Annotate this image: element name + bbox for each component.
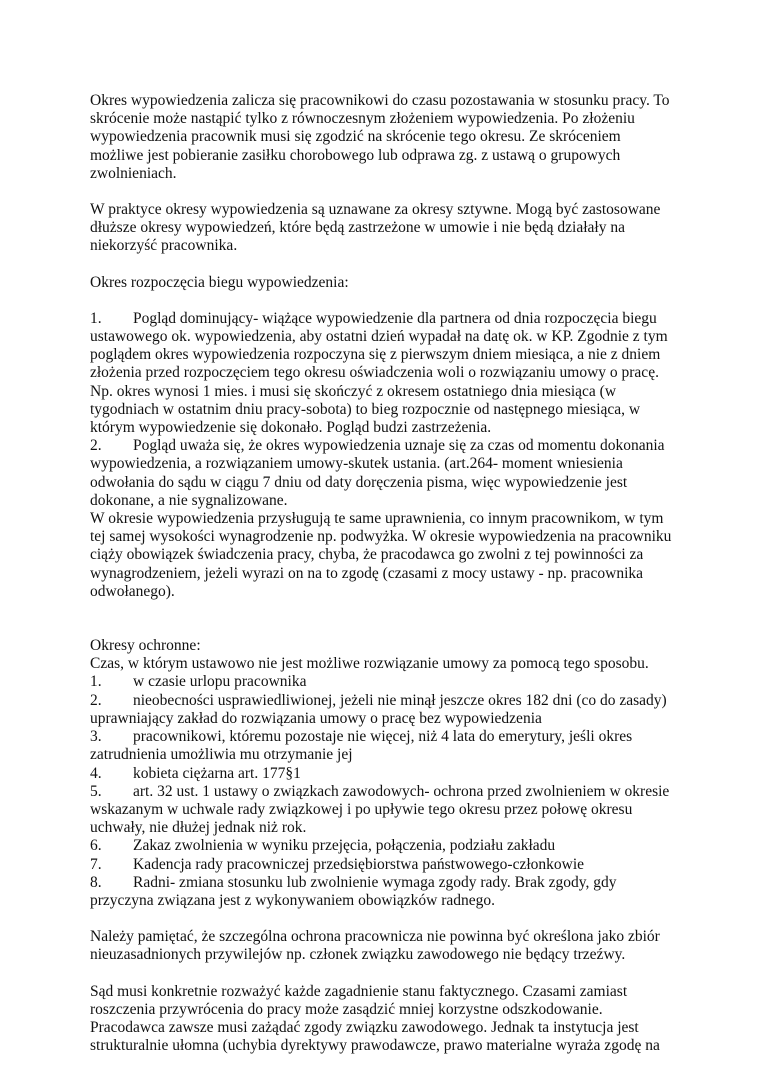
paragraph-notice-shortening — [90, 92, 680, 183]
blank-line — [90, 619, 680, 637]
list-number: 2. — [90, 437, 102, 455]
text-line: skrócenie może nastąpić tylko z równoczesnym złożeniem wypowiedzenia. Po złożeniu — [90, 110, 635, 128]
text-line: Należy pamiętać, że szczególna ochrona pracownicza nie powinna być określona jako zbiór — [90, 928, 660, 946]
list-item-text: Pogląd dominujący- wiążące wypowiedzenie dla partnera od dnia rozpoczęcia biegu — [133, 309, 657, 327]
text-line: niekorzyść pracownika. — [90, 237, 238, 255]
document-page — [90, 92, 680, 1073]
text-line: ciąży obowiązek świadczenia pracy, chyba, że pracodawca go zwolni z tej powinności za — [90, 546, 644, 564]
text-line: zatrudnienia umożliwia mu otrzymanie jej — [90, 746, 353, 764]
text-line: odwołanego). — [90, 582, 175, 600]
list-item-view-2 — [90, 437, 680, 455]
protection-item-8 — [90, 874, 680, 892]
text-line: strukturalnie ułomna (uchybia dyrektywy prawodawcze, prawo materialne wyraża zgodę na — [90, 1037, 660, 1055]
list-number: 4. — [90, 764, 102, 782]
list-item-view-1 — [90, 310, 680, 328]
paragraph-court-review — [90, 983, 680, 1056]
text-line: wynagrodzeniem, jeżeli wyrazi on na to zgodę (czasami z mocy ustawy - np. pracownika — [90, 564, 644, 582]
text-line: Okres wypowiedzenia zalicza się pracownikowi do czasu pozostawania w stosunku pracy. To — [90, 92, 670, 109]
text-line: ustawowego ok. wypowiedzenia, aby ostatni dzień wypadał na datę ok. w KP. Zgodnie z tym — [90, 328, 668, 346]
text-line: którym wypowiedzenie się dokonało. Pogląd budzi zastrzeżenia. — [90, 419, 492, 437]
text-line: dłuższe okresy wypowiedzeń, które będą zastrzeżone w umowie i nie będą działały na — [90, 219, 625, 237]
text-line: Okres rozpoczęcia biegu wypowiedzenia: — [90, 273, 349, 291]
list-number: 2. — [90, 691, 102, 709]
text-line: złożenia przed rozpoczęciem tego okresu oświadczenia woli o rozwiązaniu umowy o pracę. — [90, 364, 659, 382]
text-line: możliwe jest pobieranie zasiłku chorobowego lub odprawa zg. z ustawą o grupowych — [90, 146, 621, 164]
list-item-text: art. 32 ust. 1 ustawy o związkach zawodowych- ochrona przed zwolnieniem w okresie — [133, 782, 670, 800]
text-line: odwołania do sądu w ciągu 7 dniu od daty doręczenia pisma, więc wypowiedzenie jest — [90, 473, 628, 491]
text-line: wypowiedzenia, a rozwiązaniem umowy-skutek ustania. (art.264- moment wniesienia — [90, 455, 623, 473]
list-number: 5. — [90, 782, 102, 800]
list-item-text: kobieta ciężarna art. 177§1 — [133, 764, 301, 782]
text-line: Pracodawca zawsze musi zażądać zgody związku zawodowego. Jednak ta instytucja jest — [90, 1018, 639, 1036]
text-line: uprawniający zakład do rozwiązania umowy o pracę bez wypowiedzenia — [90, 709, 542, 727]
text-line: wypowiedzenia pracownik musi się zgodzić na skrócenie tego okresu. Ze skróceniem — [90, 128, 621, 146]
protection-item-2 — [90, 692, 680, 710]
protection-item-3 — [90, 728, 680, 746]
text-line: poglądem okres wypowiedzenia rozpoczyna się z pierwszym dniem miesiąca, a nie z dniem — [90, 346, 661, 364]
text-line: przyczyna związana jest z wykonywaniem obowiązków radnego. — [90, 891, 495, 909]
text-line: Sąd musi konkretnie rozważyć każde zagadnienie stanu faktycznego. Czasami zamiast — [90, 982, 628, 1000]
list-number: 3. — [90, 728, 102, 746]
section-title: Okresy ochronne: — [90, 637, 201, 655]
protection-item-1 — [90, 673, 680, 691]
protection-item-7 — [90, 856, 680, 874]
text-line: uchwały, nie dłużej jednak niż rok. — [90, 819, 307, 837]
list-item-text: Radni- zmiana stosunku lub zwolnienie wymaga zgody rady. Brak zgody, gdy — [133, 873, 617, 891]
list-number: 6. — [90, 837, 102, 855]
text-line: wskazanym w uchwale rady związkowej i po upływie tego okresu przez połowę okresu — [90, 800, 633, 818]
text-line: nieuzasadnionych przywilejów np. członek związku zawodowego nie będący trzeźwy. — [90, 946, 626, 964]
list-item-text: w czasie urlopu pracownika — [133, 673, 307, 691]
list-number: 7. — [90, 855, 102, 873]
list-item-text: Pogląd uważa się, że okres wypowiedzenia uznaje się za czas od momentu dokonania — [133, 437, 665, 455]
list-number: 1. — [90, 309, 102, 327]
paragraph-start-of-notice-heading — [90, 274, 680, 292]
list-item-text: pracownikowi, któremu pozostaje nie więcej, niż 4 lata do emerytury, jeśli okres — [133, 728, 633, 746]
list-item-text: Zakaz zwolnienia w wyniku przejęcia, połączenia, podziału zakładu — [133, 837, 556, 855]
text-line: tej samej wysokości wynagrodzenie np. podwyżka. W okresie wypowiedzenia na pracowniku — [90, 528, 672, 546]
paragraph-protection-periods — [90, 637, 680, 910]
text-line: W praktyce okresy wypowiedzenia są uznawane za okresy sztywne. Mogą być zastosowane — [90, 201, 661, 219]
list-number: 1. — [90, 673, 102, 691]
paragraph-fixed-periods — [90, 201, 680, 256]
list-item-text: Kadencja rady pracowniczej przedsiębiorstwa państwowego-członkowie — [133, 855, 585, 873]
protection-item-5 — [90, 783, 680, 801]
text-line: Np. okres wynosi 1 mies. i musi się skończyć z okresem ostatniego dnia miesiąca (w — [90, 382, 617, 400]
list-number: 8. — [90, 873, 102, 891]
text-line: Czas, w którym ustawowo nie jest możliwe rozwiązanie umowy za pomocą tego sposobu. — [90, 655, 649, 673]
text-line: tygodniach w ostatnim dniu pracy-sobota) to bieg rozpocznie od następnego miesiąca, w — [90, 400, 641, 418]
text-line: zwolnieniach. — [90, 164, 177, 182]
protection-item-6 — [90, 837, 680, 855]
protection-item-4 — [90, 765, 680, 783]
text-line: W okresie wypowiedzenia przysługują te same uprawnienia, co innym pracownikom, w tym — [90, 510, 664, 528]
text-line: roszczenia przywrócenia do pracy może zasądzić mniej korzystne odszkodowanie. — [90, 1000, 603, 1018]
paragraph-start-views — [90, 310, 680, 601]
text-line: dokonane, a nie sygnalizowane. — [90, 491, 288, 509]
list-item-text: nieobecności usprawiedliwionej, jeżeli nie minął jeszcze okres 182 dni (co do zasady) — [133, 691, 667, 709]
paragraph-special-protection — [90, 928, 680, 964]
